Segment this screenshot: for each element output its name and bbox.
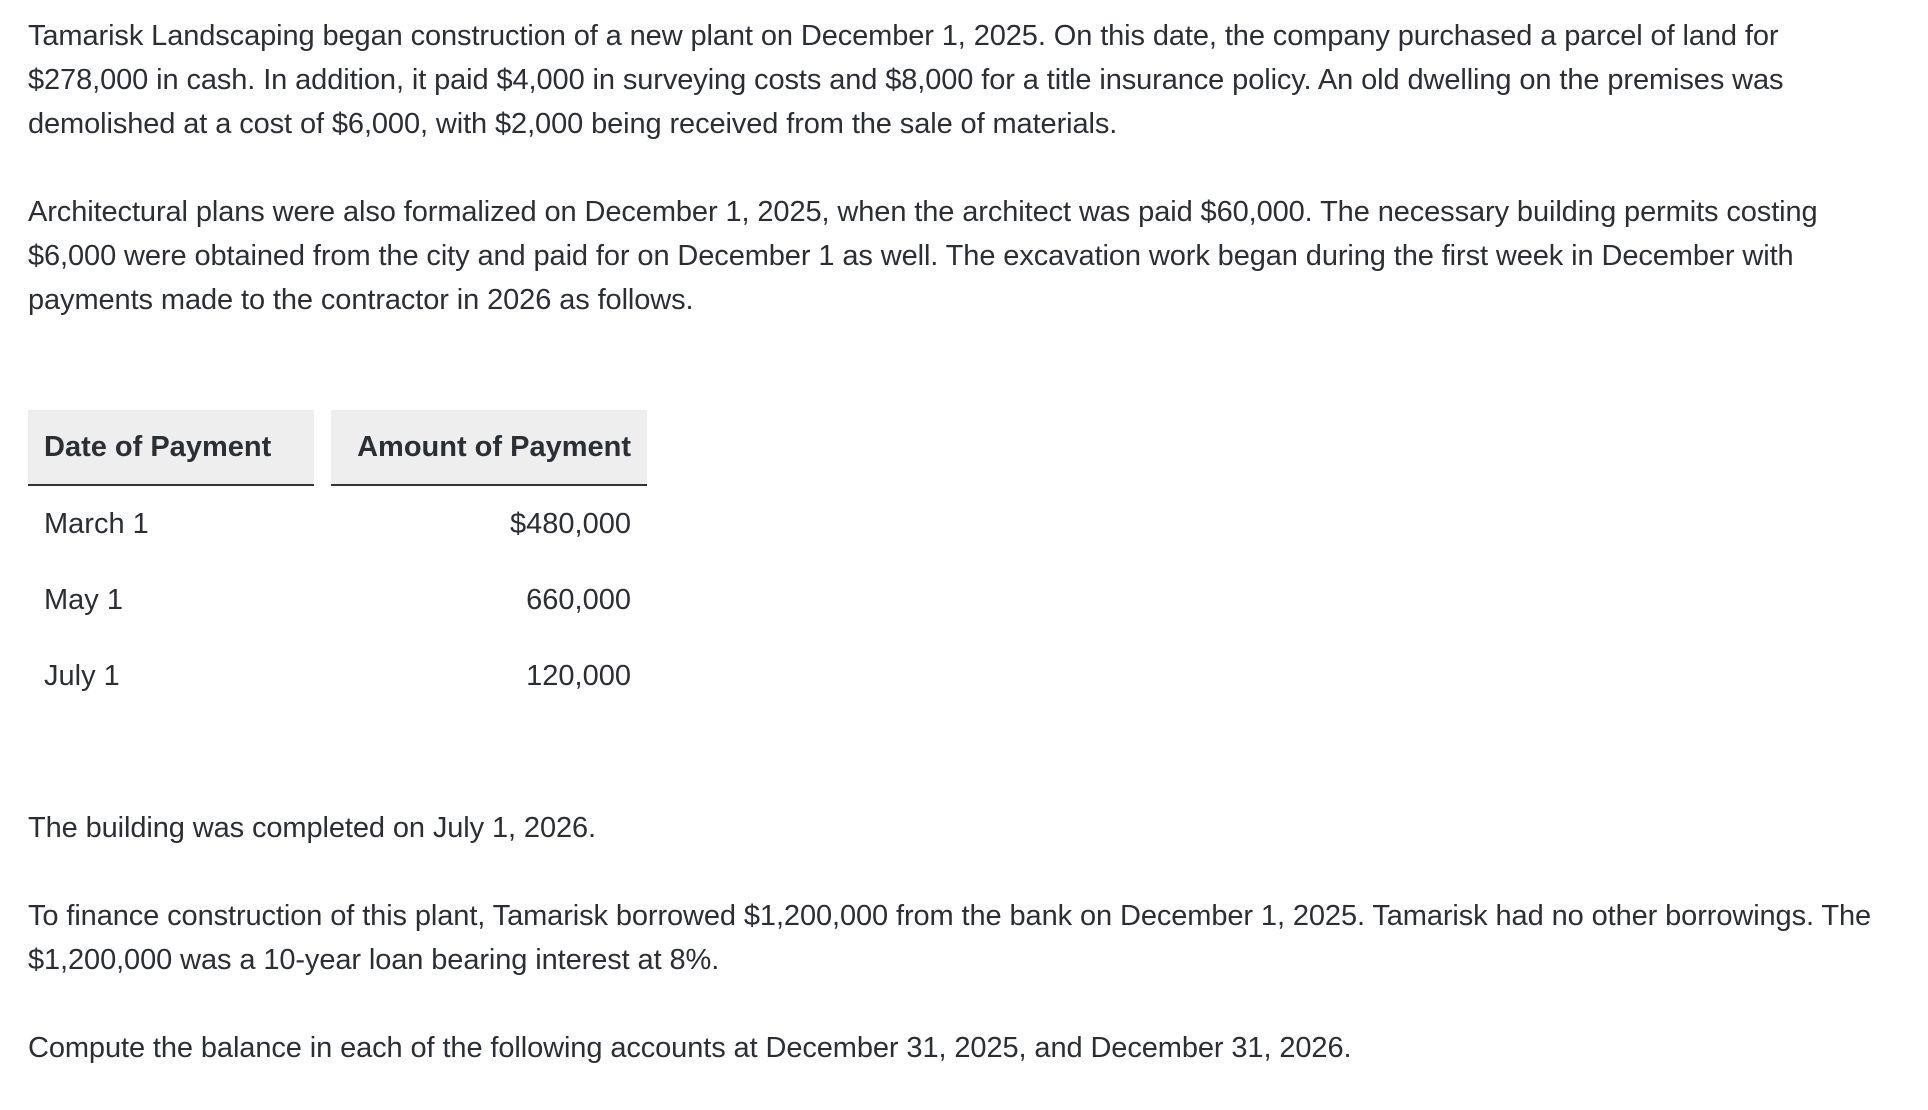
table-row	[28, 486, 648, 562]
financing-paragraph: To finance construction of this plant, Tamarisk borrowed $1,200,000 from the bank on December 1, 2025. Tamarisk had no other borrowings. The $1,200,000 was a 10-year loan bearing interest at 8%.	[28, 900, 1872, 976]
architect-paragraph: Architectural plans were also formalized on December 1, 2025, when the architect was paid $60,000. The necessary building permits costing $6,000 were obtained from the city and paid for on December 1 as well. The excavation work began during the first week in December with payments made to the contractor in 2026 as follows.	[28, 196, 1818, 316]
payment-amount-cell: 120,000	[526, 660, 631, 692]
table-body	[28, 486, 648, 714]
table-row	[28, 562, 648, 638]
payment-date-cell: May 1	[44, 584, 123, 616]
payment-amount-cell: $480,000	[510, 508, 631, 540]
header-amount-of-payment: Amount of Payment	[331, 410, 647, 486]
header-date-of-payment: Date of Payment	[28, 410, 314, 486]
payment-date-cell: July 1	[44, 660, 120, 692]
payment-date-cell: March 1	[44, 508, 149, 540]
intro-paragraph: Tamarisk Landscaping began construction of a new plant on December 1, 2025. On this date, the company purchased a parcel of land for $278,000 in cash. In addition, it paid $4,000 in surveying costs and $8,000 for a title insurance policy. An old dwelling on the premises was demolished at a cost of $6,000, with $2,000 being received from the sale of materials.	[28, 20, 1784, 140]
payments-table	[28, 410, 648, 714]
payment-amount-cell: 660,000	[526, 584, 631, 616]
question-paragraph: Compute the balance in each of the following accounts at December 31, 2025, and December 31, 2026.	[28, 1032, 1352, 1064]
table-row	[28, 638, 648, 714]
completion-paragraph: The building was completed on July 1, 2026.	[28, 812, 596, 844]
table-header-row	[28, 410, 648, 486]
